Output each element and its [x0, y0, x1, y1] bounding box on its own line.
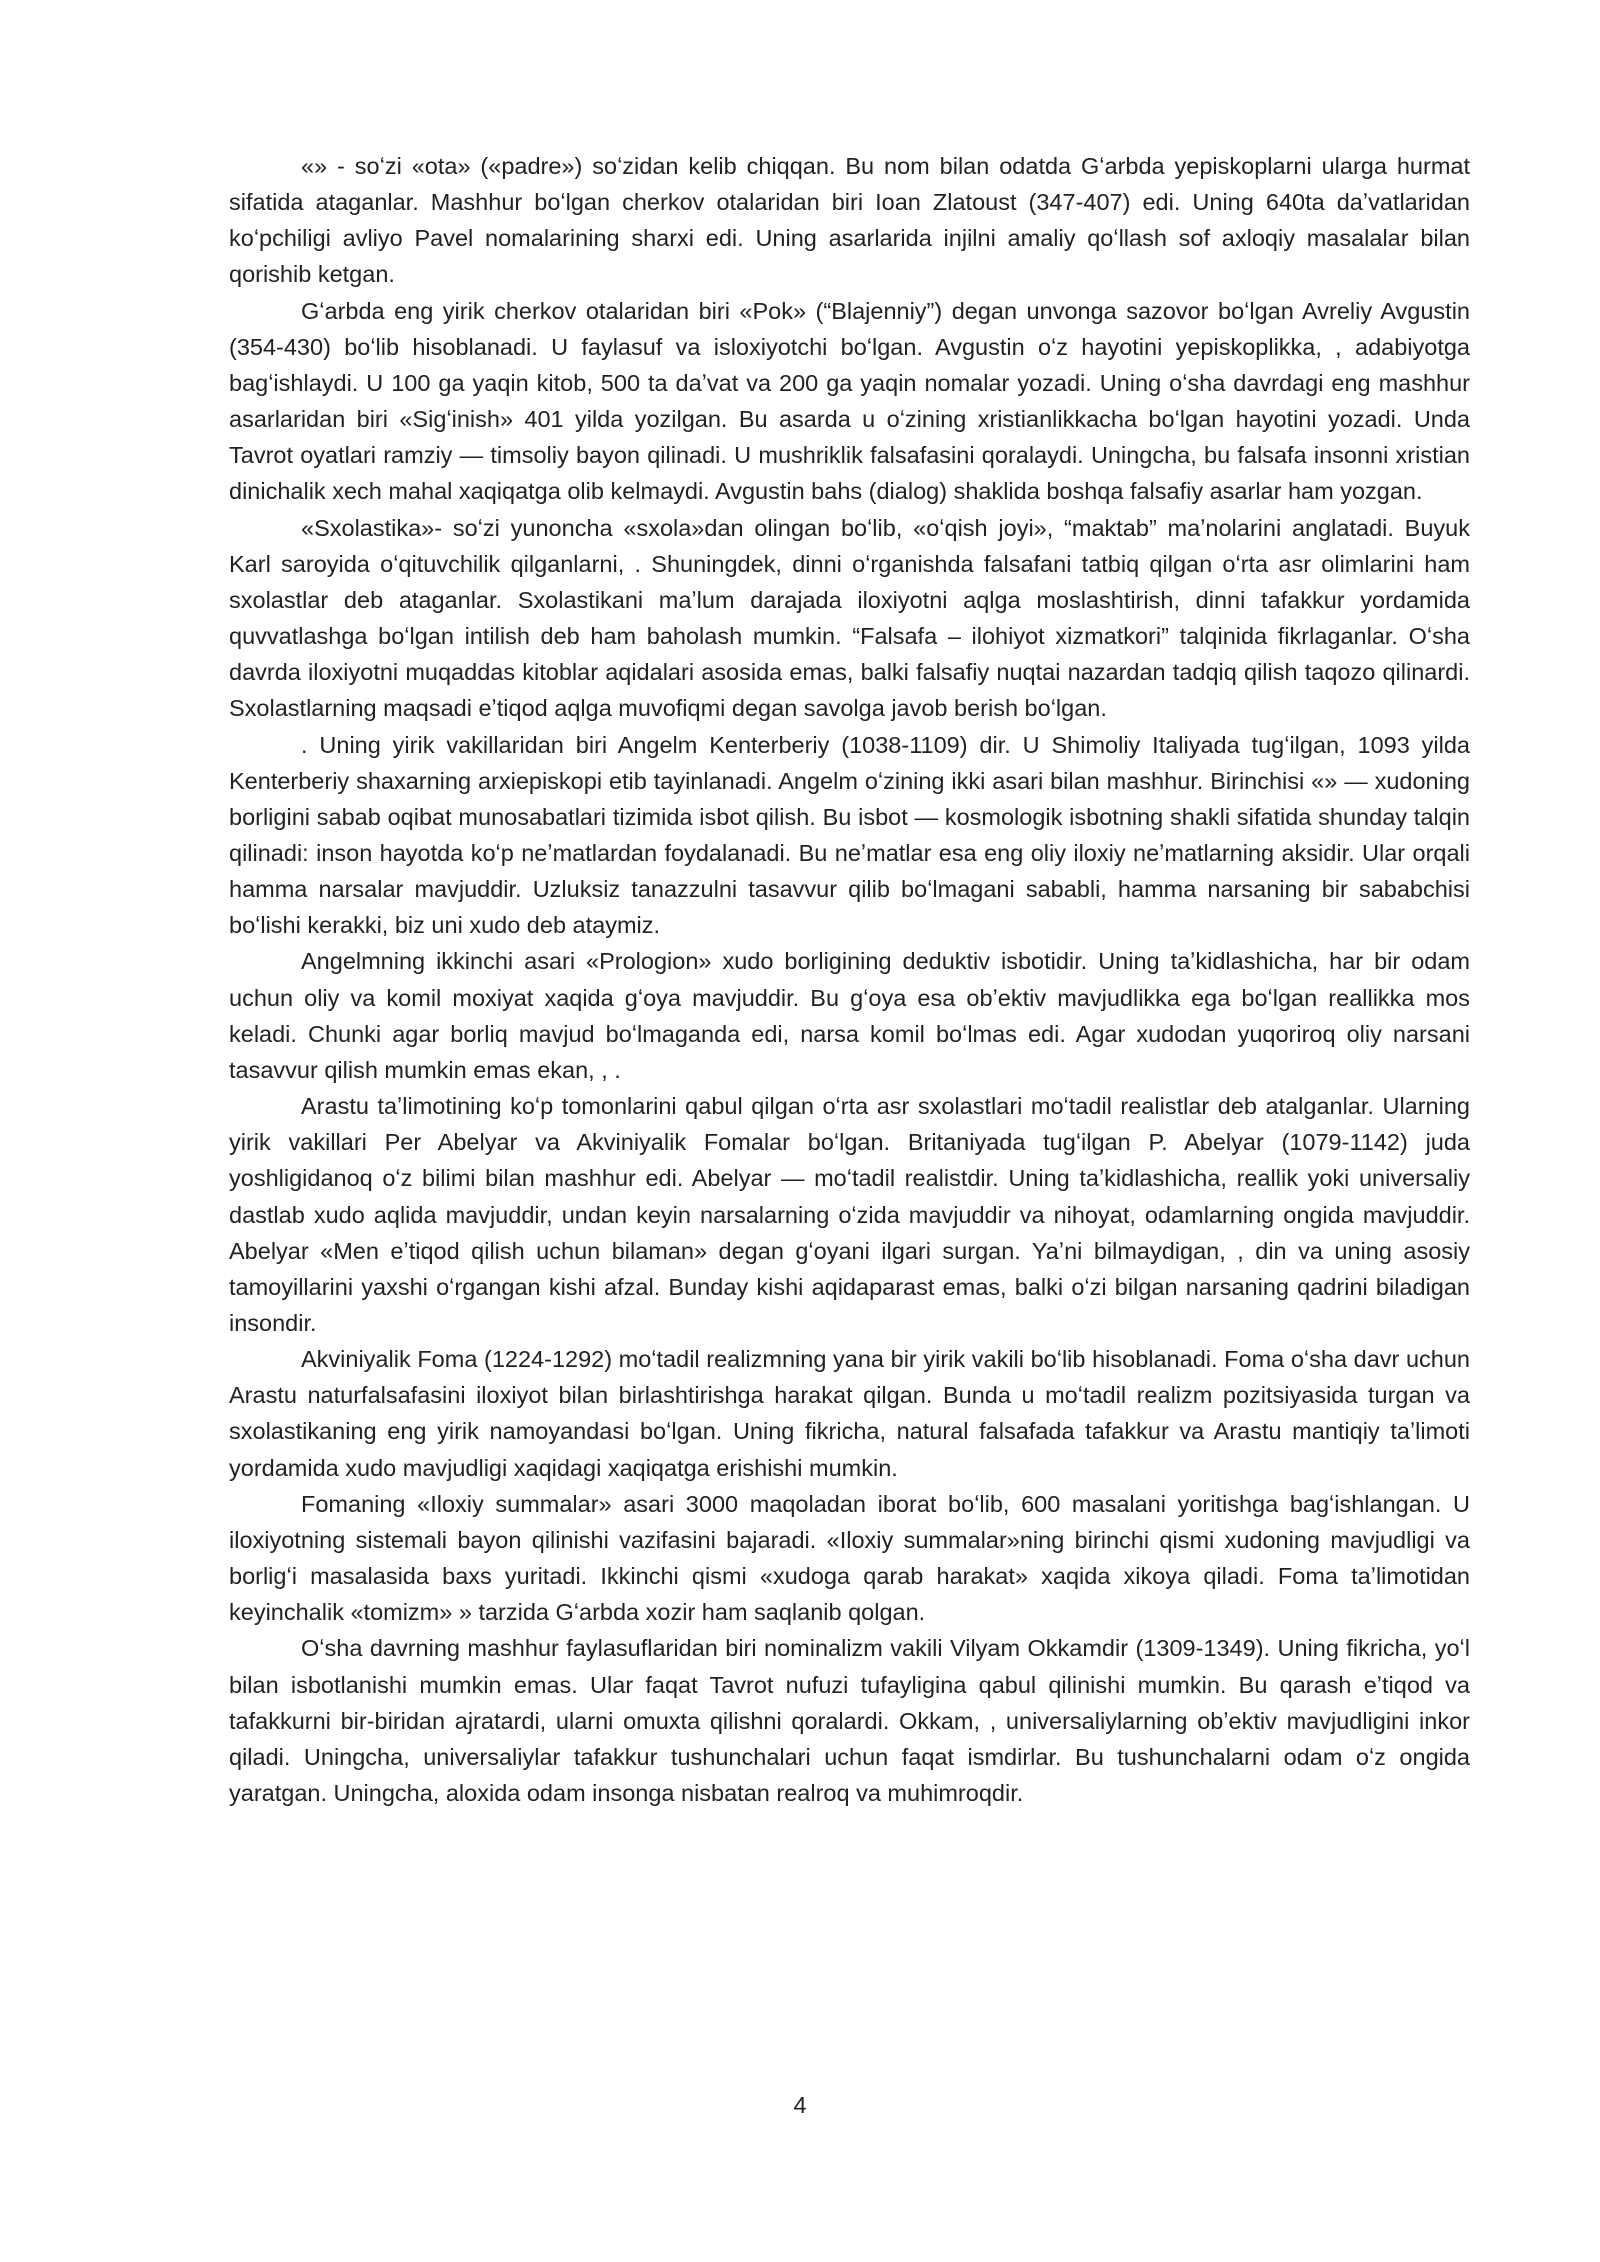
paragraph-5: Angelmning ikkinchi asari «Prologion» xudo borligining deduktiv isbotidir. Uning taʼkidlashicha, har bir odam uchun oliy va komil moxiyat xaqida gʻoya mavjuddir. Bu gʻoya esa obʼektiv mavjudlikka ega boʻlgan reallikka mos keladi. Chunki agar borliq mavjud boʻlmaganda edi, narsa komil boʻlmas edi. Agar xudodan yuqoriroq oliy narsani tasavvur qilish mumkin emas ekan, , .	[229, 948, 1470, 1083]
paragraph-6: Arastu taʼlimotining koʻp tomonlarini qabul qilgan oʻrta asr sxolastlari moʻtadil realistlar deb atalganlar. Ularning yirik vakillari Per Abelyar va Akviniyalik Fomalar boʻlgan. Britaniyada tugʻilgan P. Abelyar (1079-1142) juda yoshligidanoq oʻz bilimi bilan mashhur edi. Abelyar — moʻtadil realistdir. Uning taʼkidlashicha, reallik yoki universaliy dastlab xudo aqlida mavjuddir, undan keyin narsalarning oʻzida mavjuddir va nihoyat, odamlarning ongida mavjuddir. Abelyar «Men eʼtiqod qilish uchun bilaman» degan gʻoyani ilgari surgan. Yaʼni bilmaydigan, , din va uning asosiy tamoyillarini yaxshi oʻrgangan kishi afzal. Bunday kishi aqidaparast emas, balki oʻzi bilgan narsaning qadrini biladigan insondir.	[229, 1093, 1470, 1336]
paragraph-1: «» - soʻzi «ota» («padre») soʻzidan kelib chiqqan. Bu nom bilan odatda Gʻarbda yepiskoplarni ularga hurmat sifatida ataganlar. Mashhur boʻlgan cherkov otalaridan biri Ioan Zlatoust (347-407) edi. Uning 640ta daʼvatlaridan koʻpchiligi avliyo Pavel nomalarining sharxi edi. Uning asarlarida injilni amaliy qoʻllash sof axloqiy masalalar bilan qorishib ketgan.	[229, 153, 1470, 288]
paragraph-9: Oʻsha davrning mashhur faylasuflaridan biri nominalizm vakili Vilyam Okkamdir (1309-1349). Uning fikricha, yoʻl bilan isbotlanishi mumkin emas. Ular faqat Tavrot nufuzi tufayligina qabul qilinishi mumkin. Bu qarash eʼtiqod va tafakkurni bir-biridan ajratardi, ularni omuxta qilishni qoralardi. Okkam, , universaliylarning obʼektiv mavjudligini inkor qiladi. Uningcha, universaliylar tafakkur tushunchalari uchun faqat ismdirlar. Bu tushunchalarni odam oʻz ongida yaratgan. Uningcha, aloxida odam insonga nisbatan realroq va muhimroqdir.	[229, 1635, 1470, 1807]
paragraph-8: Fomaning «Iloxiy summalar» asari 3000 maqoladan iborat boʻlib, 600 masalani yoritishga bagʻishlangan. U iloxiyotning sistemali bayon qilinishi vazifasini bajaradi. «Iloxiy summalar»ning birinchi qismi xudoning mavjudligi va borligʻi masalasida baxs yuritadi. Ikkinchi qismi «xudoga qarab harakat» xaqida xikoya qiladi. Foma taʼlimotidan keyinchalik «tomizm» » tarzida Gʻarbda xozir ham saqlanib qolgan.	[229, 1490, 1470, 1626]
paragraph-2: Gʻarbda eng yirik cherkov otalaridan biri «Pok» (“Blajenniy”) degan unvonga sazovor boʻlgan Avreliy Avgustin (354-430) boʻlib hisoblanadi. U faylasuf va isloxiyotchi boʻlgan. Avgustin oʻz hayotini yepiskoplikka, , adabiyotga bagʻishlaydi. U 100 ga yaqin kitob, 500 ta daʼvat va 200 ga yaqin nomalar yozadi. Uning oʻsha davrdagi eng mashhur asarlaridan biri «Sigʻinish» 401 yilda yozilgan. Bu asarda u oʻzining xristianlikkacha boʻlgan hayotini yozadi. Unda Tavrot oyatlari ramziy — timsoliy bayon qilinadi. U mushriklik falsafasini qoralaydi. Uningcha, bu falsafa insonni xristian dinichalik xech mahal xaqiqatga olib kelmaydi. Avgustin bahs (dialog) shaklida boshqa falsafiy asarlar ham yozgan.	[229, 297, 1470, 505]
document-body	[229, 148, 1470, 1811]
paragraph-4: . Uning yirik vakillaridan biri Angelm Kenterberiy (1038-1109) dir. U Shimoliy Italiyada tugʻilgan, 1093 yilda Kenterberiy shaxarning arxiepiskopi etib tayinlanadi. Angelm oʻzining ikki asari bilan mashhur. Birinchisi «» — xudoning borligini sabab oqibat munosabatlari tizimida isbot qilish. Bu isbot — kosmologik isbotning shakli sifatida shunday talqin qilinadi: inson hayotda koʻp neʼmatlardan foydalanadi. Bu neʼmatlar esa eng oliy iloxiy neʼmatlarning aksidir. Ular orqali hamma narsalar mavjuddir. Uzluksiz tanazzulni tasavvur qilib boʻlmagani sababli, hamma narsaning bir sababchisi boʻlishi kerakki, biz uni xudo deb ataymiz.	[229, 731, 1470, 939]
paragraph-3: «Sxolastika»- soʻzi yunoncha «sxola»dan olingan boʻlib, «oʻqish joyi», “maktab” maʼnolarini anglatadi. Buyuk Karl saroyida oʻqituvchilik qilganlarni, . Shuningdek, dinni oʻrganishda falsafani tatbiq qilgan oʻrta asr olimlarini ham sxolastlar deb ataganlar. Sxolastikani maʼlum darajada iloxiyotni aqlga moslashtirish, dinni tafakkur yordamida quvvatlashga boʻlgan intilish deb ham baholash mumkin. “Falsafa – ilohiyot xizmatkori” talqinida fikrlaganlar. Oʻsha davrda iloxiyotni muqaddas kitoblar aqidalari asosida emas, balki falsafiy nuqtai nazardan tadqiq qilish taqozo qilinardi. Sxolastlarning maqsadi eʼtiqod aqlga muvofiqmi degan savolga javob berish boʻlgan.	[229, 514, 1470, 722]
paragraph-7: Akviniyalik Foma (1224-1292) moʻtadil realizmning yana bir yirik vakili boʻlib hisoblanadi. Foma oʻsha davr uchun Arastu naturfalsafasini iloxiyot bilan birlashtirishga harakat qilgan. Bunda u moʻtadil realizm pozitsiyasida turgan va sxolastikaning eng yirik namoyandasi boʻlgan. Uning fikricha, natural falsafada tafakkur va Arastu mantiqiy taʼlimoti yordamida xudo mavjudligi xaqidagi xaqiqatga erishishi mumkin.	[229, 1346, 1470, 1481]
page-number: 4	[793, 2092, 807, 2118]
